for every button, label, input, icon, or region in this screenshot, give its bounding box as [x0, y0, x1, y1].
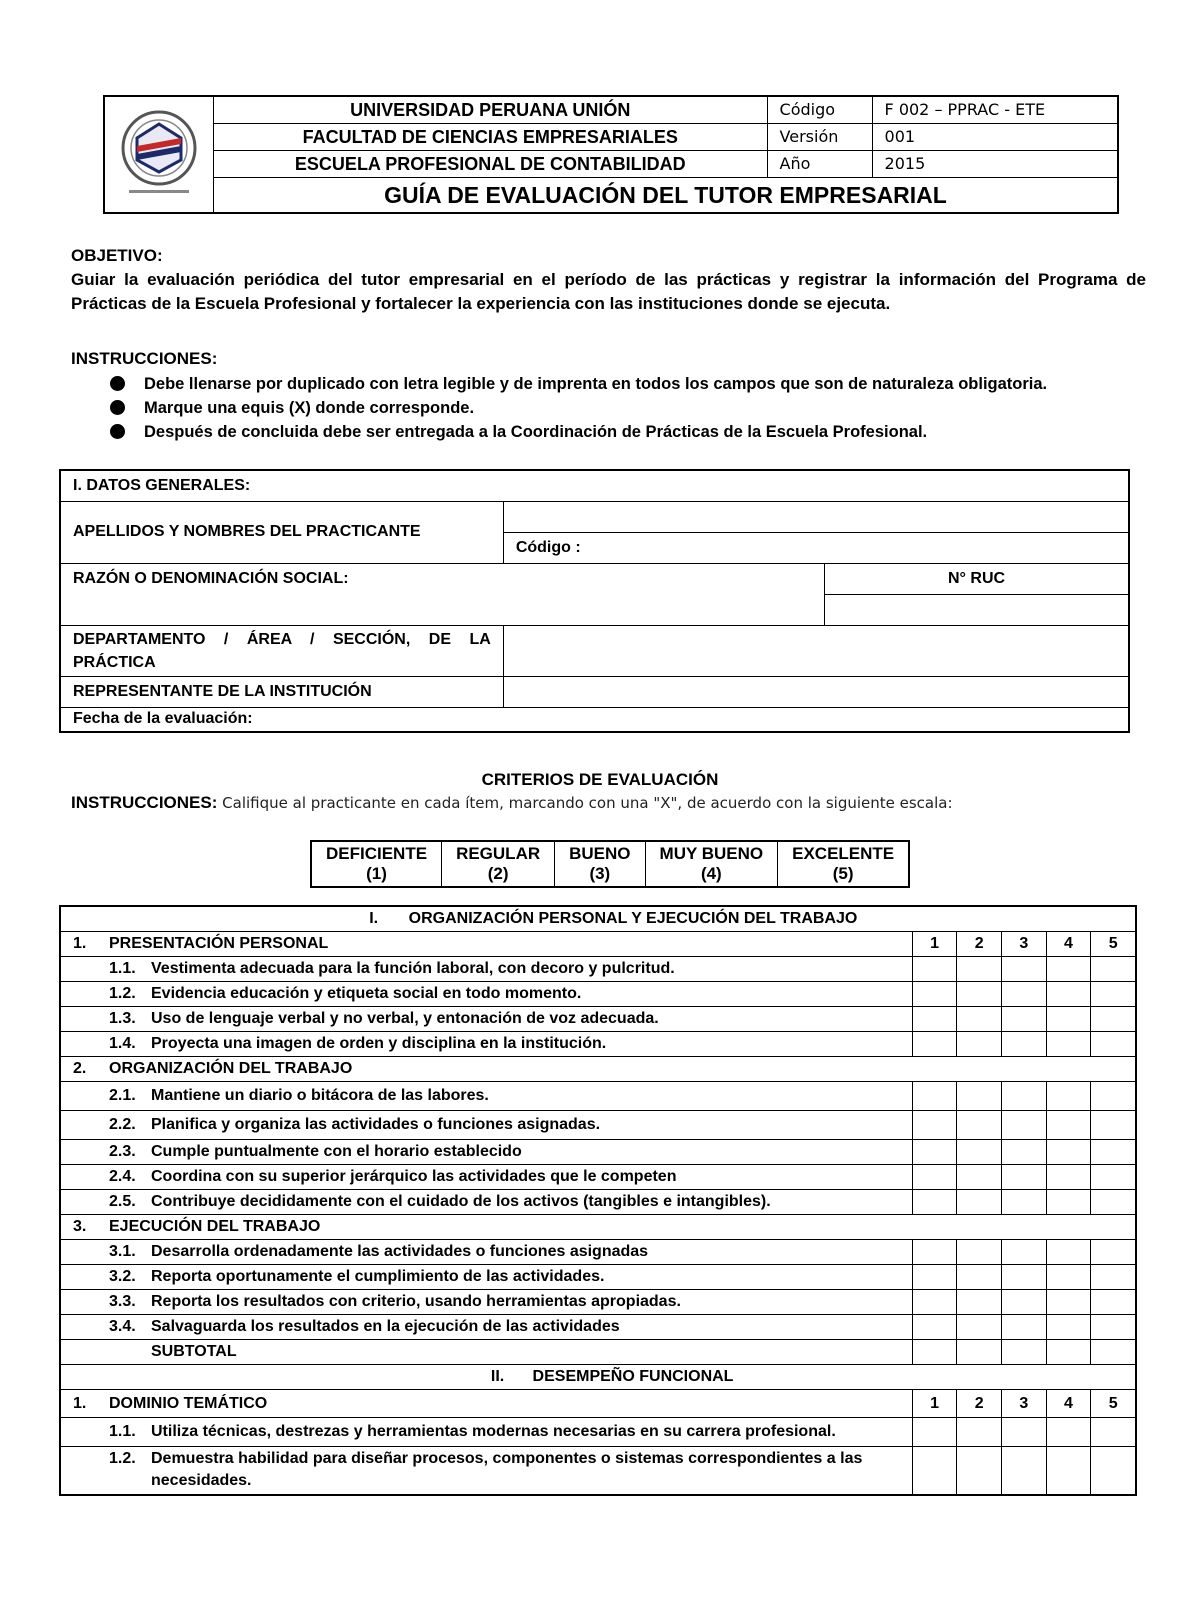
score-cell[interactable] — [1002, 1165, 1047, 1190]
school-name: ESCUELA PROFESIONAL DE CONTABILIDAD — [214, 151, 768, 178]
objective-heading: OBJETIVO: — [71, 246, 163, 265]
table-row: 3.1. Desarrolla ordenadamente las actividades o funciones asignadas — [60, 1240, 1136, 1265]
score-cell[interactable] — [1091, 1165, 1136, 1190]
scale-excelente: EXCELENTE (5) — [778, 841, 910, 887]
score-cell[interactable] — [912, 1140, 957, 1165]
score-cell[interactable] — [912, 1418, 957, 1447]
group-heading: 1. PRESENTACIÓN PERSONAL — [60, 932, 912, 957]
score-cell[interactable] — [957, 1165, 1002, 1190]
list-item: Debe llenarse por duplicado con letra legible y de imprenta en todos los campos que son de naturaleza obligatoria. — [110, 372, 1047, 396]
table-row — [60, 1057, 1136, 1082]
student-name-field[interactable] — [503, 501, 1129, 532]
score-cell[interactable] — [1091, 1007, 1136, 1032]
objective-text: Guiar la evaluación periódica del tutor empresarial en el período de las prácticas y registrar la información del Programa de Prácticas de la Escuela Profesional y fortalecer la experiencia con las instituciones donde se ejecuta. — [71, 270, 1146, 313]
subtotal-row: SUBTOTAL — [60, 1340, 1136, 1365]
score-cell[interactable] — [912, 1190, 957, 1215]
group-heading: 3. EJECUCIÓN DEL TRABAJO — [60, 1215, 1136, 1240]
score-cell[interactable] — [1002, 1315, 1047, 1340]
ruc-label: N° RUC — [825, 563, 1129, 594]
score-cell[interactable] — [957, 957, 1002, 982]
year-value: 2015 — [872, 151, 1118, 178]
score-cell[interactable] — [957, 1082, 1002, 1111]
version-value: 001 — [872, 124, 1118, 151]
score-cell[interactable] — [912, 1315, 957, 1340]
rating-scale — [310, 840, 910, 888]
score-cell[interactable] — [912, 1290, 957, 1315]
bullet-icon — [110, 424, 125, 439]
score-cell[interactable] — [957, 1418, 1002, 1447]
bullet-icon — [110, 376, 125, 391]
scale-bueno: BUENO (3) — [555, 841, 645, 887]
score-cell[interactable] — [1091, 1240, 1136, 1265]
score-cell[interactable] — [1002, 1082, 1047, 1111]
table-row: 1. PRESENTACIÓN PERSONAL 1 2 3 4 5 — [60, 932, 1136, 957]
table-row: 1. DOMINIO TEMÁTICO 1 2 3 4 5 — [60, 1390, 1136, 1418]
student-code-label: Código : — [515, 538, 581, 556]
score-cell[interactable] — [957, 982, 1002, 1007]
score-cell[interactable] — [912, 982, 957, 1007]
score-cell[interactable] — [1046, 1140, 1091, 1165]
table-row — [60, 1215, 1136, 1240]
code-value: F 002 – PPRAC - ETE — [872, 96, 1118, 124]
score-cell[interactable] — [1046, 1165, 1091, 1190]
table-row: 1.4. Proyecta una imagen de orden y disciplina en la institución. — [60, 1032, 1136, 1057]
department-label: DEPARTAMENTO / ÁREA / SECCIÓN, DE LA PRÁCTICA — [60, 625, 503, 676]
score-cell[interactable] — [957, 1032, 1002, 1057]
score-cell[interactable] — [1046, 1315, 1091, 1340]
section-2-heading: II. DESEMPEÑO FUNCIONAL — [60, 1365, 1136, 1390]
score-cell[interactable] — [1046, 982, 1091, 1007]
score-cell[interactable] — [957, 1140, 1002, 1165]
bullet-icon — [110, 400, 125, 415]
score-cell[interactable] — [1046, 1111, 1091, 1140]
document-header — [103, 95, 1119, 214]
score-cell[interactable] — [957, 1265, 1002, 1290]
score-cell[interactable] — [912, 1340, 957, 1365]
version-label: Versión — [767, 124, 872, 151]
evaluation-date-field[interactable] — [60, 707, 1129, 732]
group-heading: 1. DOMINIO TEMÁTICO — [60, 1390, 912, 1418]
table-row: 2.4. Coordina con su superior jerárquico las actividades que le competen — [60, 1165, 1136, 1190]
instructions-heading: INSTRUCCIONES: — [71, 349, 218, 368]
score-cell[interactable] — [1046, 1290, 1091, 1315]
score-cell[interactable] — [1091, 1447, 1136, 1495]
score-cell[interactable] — [1046, 1240, 1091, 1265]
list-item: Marque una equis (X) donde corresponde. — [110, 396, 1047, 420]
scale-regular: REGULAR (2) — [442, 841, 555, 887]
score-cell[interactable] — [1091, 1140, 1136, 1165]
score-cell[interactable] — [1091, 1418, 1136, 1447]
score-cell[interactable] — [1002, 1418, 1047, 1447]
student-code-field[interactable] — [503, 532, 1129, 563]
scale-deficiente: DEFICIENTE (1) — [311, 841, 442, 887]
general-data-heading: I. DATOS GENERALES: — [60, 470, 1129, 501]
score-cell[interactable] — [1002, 957, 1047, 982]
score-cell[interactable] — [957, 1315, 1002, 1340]
table-row: 1.3. Uso de lenguaje verbal y no verbal, y entonación de voz adecuada. — [60, 1007, 1136, 1032]
score-cell[interactable] — [1091, 1340, 1136, 1365]
score-cell[interactable] — [1091, 1032, 1136, 1057]
score-cell[interactable] — [1091, 1111, 1136, 1140]
evaluation-date-label: Fecha de la evaluación: — [73, 710, 253, 728]
department-field[interactable] — [503, 625, 1129, 676]
score-cell[interactable] — [1002, 1007, 1047, 1032]
university-name: UNIVERSIDAD PERUANA UNIÓN — [214, 96, 768, 124]
score-cell[interactable] — [912, 1007, 957, 1032]
ruc-field[interactable] — [825, 594, 1129, 625]
score-cell[interactable] — [957, 1190, 1002, 1215]
table-row: 3.4. Salvaguarda los resultados en la ejecución de las actividades — [60, 1315, 1136, 1340]
table-row: 3.3. Reporta los resultados con criterio, usando herramientas apropiadas. — [60, 1290, 1136, 1315]
score-cell[interactable] — [1091, 1190, 1136, 1215]
score-cell[interactable] — [957, 1447, 1002, 1495]
score-cell[interactable] — [1091, 982, 1136, 1007]
university-seal-icon — [111, 102, 207, 202]
scale-muy-bueno: MUY BUENO (4) — [645, 841, 778, 887]
score-cell[interactable] — [1091, 1082, 1136, 1111]
table-row: 2.5. Contribuye decididamente con el cuidado de los activos (tangibles e intangibles). — [60, 1190, 1136, 1215]
section-1-heading: I. ORGANIZACIÓN PERSONAL Y EJECUCIÓN DEL TRABAJO — [60, 906, 1136, 932]
score-cell[interactable] — [1002, 1111, 1047, 1140]
score-cell[interactable] — [957, 1007, 1002, 1032]
general-data-table — [59, 469, 1130, 733]
score-cell[interactable] — [1091, 1290, 1136, 1315]
score-cell[interactable] — [957, 1111, 1002, 1140]
representative-field[interactable] — [503, 676, 1129, 707]
score-cell[interactable] — [912, 1082, 957, 1111]
table-row: 2.2. Planifica y organiza las actividades o funciones asignadas. — [60, 1111, 1136, 1140]
score-cell[interactable] — [912, 1265, 957, 1290]
list-item: Después de concluida debe ser entregada a la Coordinación de Prácticas de la Escuela Profesional. — [110, 420, 1047, 444]
document-title: GUÍA DE EVALUACIÓN DEL TUTOR EMPRESARIAL — [214, 178, 1119, 214]
table-row: 1.1. Vestimenta adecuada para la función laboral, con decoro y pulcritud. — [60, 957, 1136, 982]
score-cell[interactable] — [1046, 1265, 1091, 1290]
score-cell[interactable] — [1091, 1265, 1136, 1290]
table-row: 1.2. Evidencia educación y etiqueta social en todo momento. — [60, 982, 1136, 1007]
instructions-list — [110, 372, 1047, 444]
score-cell[interactable] — [912, 1447, 957, 1495]
score-cell[interactable] — [957, 1240, 1002, 1265]
company-name-label: RAZÓN O DENOMINACIÓN SOCIAL: — [60, 563, 825, 625]
table-row: 2.1. Mantiene un diario o bitácora de las labores. — [60, 1082, 1136, 1111]
score-cell[interactable] — [1046, 1340, 1091, 1365]
score-cell[interactable] — [1046, 1190, 1091, 1215]
criteria-instructions-label: INSTRUCCIONES: — [71, 793, 218, 812]
score-cell[interactable] — [1046, 957, 1091, 982]
score-cell[interactable] — [1002, 1032, 1047, 1057]
table-row: 3.2. Reporta oportunamente el cumplimiento de las actividades. — [60, 1265, 1136, 1290]
criteria-instructions — [71, 793, 953, 813]
score-cell[interactable] — [1046, 1082, 1091, 1111]
criteria-table — [59, 905, 1137, 1496]
score-cell[interactable] — [957, 1340, 1002, 1365]
score-cell[interactable] — [957, 1290, 1002, 1315]
score-cell[interactable] — [912, 1111, 957, 1140]
score-cell[interactable] — [1002, 1447, 1047, 1495]
score-cell[interactable] — [1046, 1007, 1091, 1032]
table-row: 1.2. Demuestra habilidad para diseñar procesos, componentes o sistemas correspondientes a las necesidades. — [60, 1447, 1136, 1495]
score-cell[interactable] — [912, 1165, 957, 1190]
score-cell[interactable] — [912, 957, 957, 982]
score-cell[interactable] — [1002, 1340, 1047, 1365]
representative-label: REPRESENTANTE DE LA INSTITUCIÓN — [60, 676, 503, 707]
group-heading: 2. ORGANIZACIÓN DEL TRABAJO — [60, 1057, 1136, 1082]
code-label: Código — [767, 96, 872, 124]
table-row: 1.1. Utiliza técnicas, destrezas y herramientas modernas necesarias en su carrera profesional. — [60, 1418, 1136, 1447]
score-cell[interactable] — [1002, 1240, 1047, 1265]
score-cell[interactable] — [912, 1032, 957, 1057]
score-cell[interactable] — [1002, 1290, 1047, 1315]
score-cell[interactable] — [1046, 1418, 1091, 1447]
score-cell[interactable] — [1002, 1265, 1047, 1290]
score-cell[interactable] — [1046, 1032, 1091, 1057]
table-row: 2.3. Cumple puntualmente con el horario establecido — [60, 1140, 1136, 1165]
criteria-heading: CRITERIOS DE EVALUACIÓN — [481, 770, 719, 789]
student-name-label: APELLIDOS Y NOMBRES DEL PRACTICANTE — [60, 501, 503, 563]
score-cell[interactable] — [1046, 1447, 1091, 1495]
score-cell[interactable] — [1002, 1140, 1047, 1165]
faculty-name: FACULTAD DE CIENCIAS EMPRESARIALES — [214, 124, 768, 151]
score-cell[interactable] — [1002, 1190, 1047, 1215]
score-cell[interactable] — [1091, 957, 1136, 982]
score-cell[interactable] — [1002, 982, 1047, 1007]
criteria-instructions-text: Califique al practicante en cada ítem, marcando con una "X", de acuerdo con la siguiente escala: — [217, 794, 953, 812]
score-cell[interactable] — [912, 1240, 957, 1265]
year-label: Año — [767, 151, 872, 178]
university-logo — [104, 96, 214, 213]
score-cell[interactable] — [1091, 1315, 1136, 1340]
